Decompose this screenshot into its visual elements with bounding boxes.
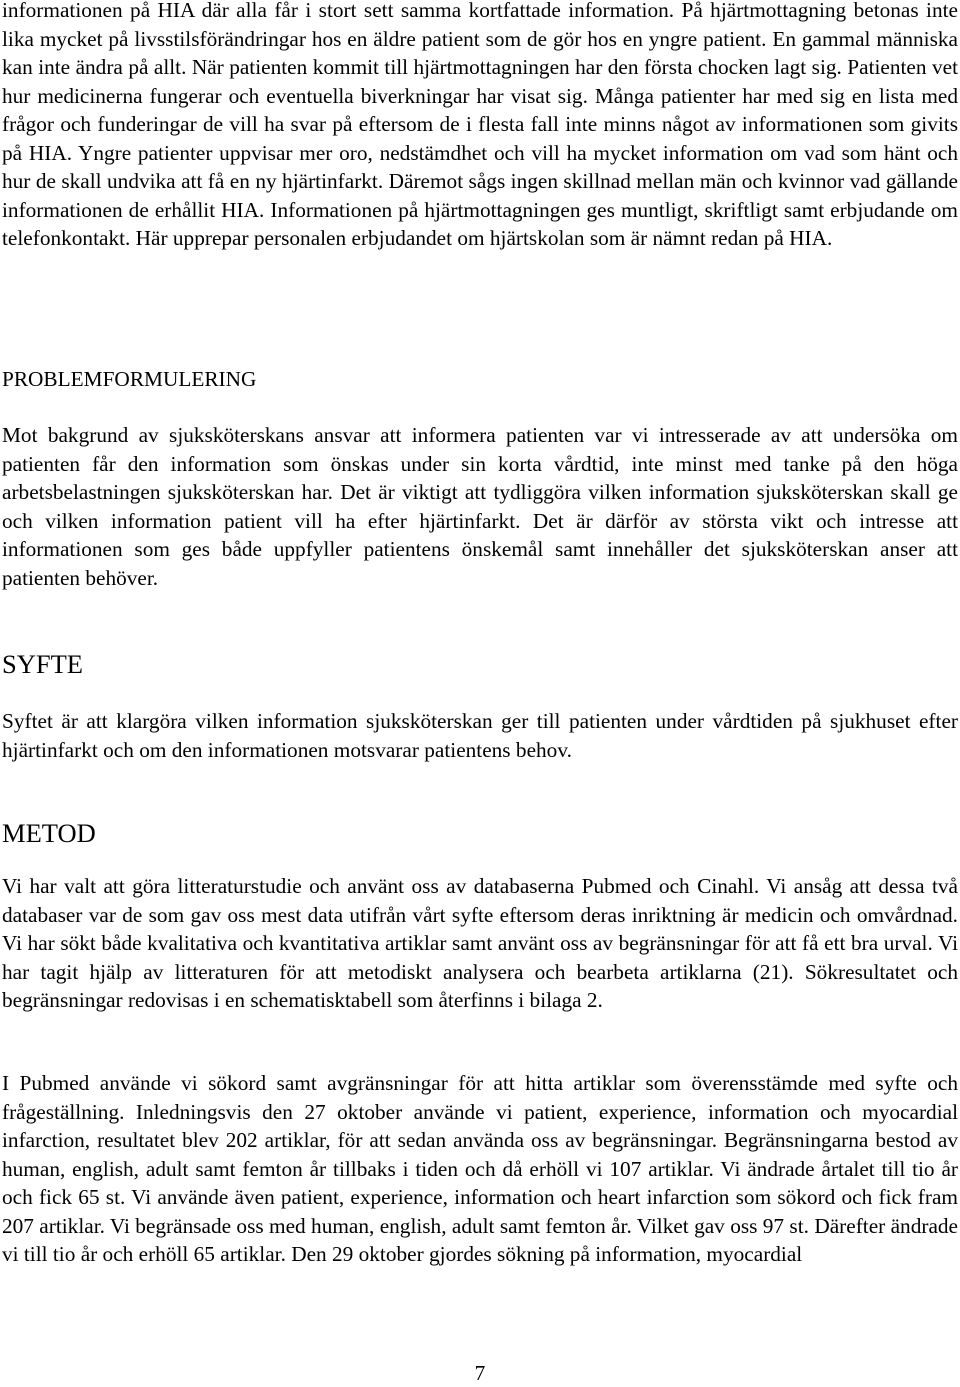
syfte-heading: SYFTE: [2, 649, 83, 679]
problem-heading: PROBLEMFORMULERING: [2, 367, 257, 391]
page-number: 7: [474, 1361, 486, 1385]
syfte-paragraph: Syftet är att klargöra vilken information sjuksköterskan ger till patienten under vårdtiden på sjukhuset efter hjärtinfarkt och om den informationen motsvarar patientens behov.: [2, 709, 958, 762]
metod-heading: METOD: [2, 818, 96, 848]
metod-paragraph-2: I Pubmed använde vi sökord samt avgränsningar för att hitta artiklar som överensstämde med syfte och frågeställning. Inledningsvis den 27 oktober använde vi patient, experience, information och myocardial infarction, resultatet blev 202 artiklar, för att sedan använda oss av begränsningar. Begränsningarna bestod av human, english, adult samt femton år tillbaks i tiden och då erhöll vi 107 artiklar. Vi ändrade årtalet till tio år och fick 65 st. Vi använde även patient, experience, information och heart infarction som sökord och fick fram 207 artiklar. Vi begränsade oss med human, english, adult samt femton år. Vilket gav oss 97 st. Därefter ändrade vi till tio år och erhöll 65 artiklar. Den 29 oktober gjordes sökning på information, myocardial: [2, 1071, 958, 1266]
metod-paragraph-1: Vi har valt att göra litteraturstudie och använt oss av databaserna Pubmed och Cinahl. Vi ansåg att dessa två databaser var de som gav oss mest data utifrån vårt syfte eftersom deras inriktning är medicin och omvårdnad. Vi har sökt både kvalitativa och kvantitativa artiklar samt använt oss av begränsningar för att få ett bra urval. Vi har tagit hjälp av litteraturen för att metodiskt analysera och bearbeta artiklarna (21). Sökresultatet och begränsningar redovisas i en schematisktabell som återfinns i bilaga 2.: [2, 874, 958, 1012]
problem-paragraph: Mot bakgrund av sjuksköterskans ansvar att informera patienten var vi intresserade av att undersöka om patienten får den information som önskas under sin korta vårdtid, inte minst med tanke på den höga arbetsbelastningen sjuksköterskan har. Det är viktigt att tydliggöra vilken information sjuksköterskan skall ge och vilken information patient vill ha efter hjärtinfarkt. Det är därför av största vikt och intresse att informationen som ges både uppfyller patientens önskemål samt innehåller det sjuksköterskan anser att patienten behöver.: [2, 423, 958, 590]
intro-paragraph: informationen på HIA där alla får i stort sett samma kortfattade information. På hjärtmottagning betonas inte lika mycket på livsstilsförändringar hos en äldre patient som de gör hos en yngre patient. En gammal människa kan inte ändra på allt. När patienten kommit till hjärtmottagningen har den första chocken lagt sig. Patienten vet hur medicinerna fungerar och eventuella biverkningar har visat sig. Många patienter har med sig en lista med frågor och funderingar de vill ha svar på eftersom de i flesta fall inte minns något av informationen som givits på HIA. Yngre patienter uppvisar mer oro, nedstämdhet och vill ha mycket information om vad som hänt och hur de skall undvika att få en ny hjärtinfarkt. Däremot sågs ingen skillnad mellan män och kvinnor vad gällande informationen de erhållit HIA. Informationen på hjärtmottagningen ges muntligt, skriftligt samt erbjudande om telefonkontakt. Här upprepar personalen erbjudandet om hjärtskolan som är nämnt redan på HIA.: [2, 0, 958, 250]
